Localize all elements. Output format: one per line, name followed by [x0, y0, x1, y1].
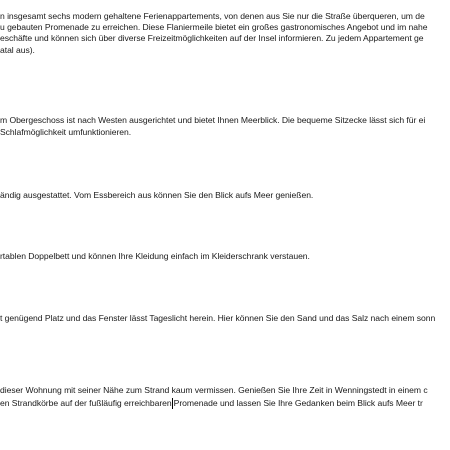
paragraph-2-line-1: m Obergeschoss ist nach Westen ausgerichtet und bietet Ihnen Meerblick. Die bequeme Sitzecke lässt sich für ei — [0, 115, 426, 125]
paragraph-1-line-2: u gebauten Promenade zu erreichen. Diese Flaniermeile bietet ein großes gastronomisches Angebot und im nahe — [0, 22, 428, 32]
paragraph-6-line-1: dieser Wohnung mit seiner Nähe zum Strand kaum vermissen. Genießen Sie Ihre Zeit in Wenningstedt in einem c — [0, 385, 428, 395]
caret-line-after: Promenade und lassen Sie Ihre Gedanken beim Blick aufs Meer tr — [173, 398, 423, 408]
paragraph-6-line-2 — [0, 398, 423, 409]
paragraph-1-line-3: eschäfte und können sich über diverse Freizeitmöglichkeiten auf der Insel informieren. Zu jedem Appartement ge — [0, 33, 424, 43]
paragraph-3-line-1: ändig ausgestattet. Vom Essbereich aus können Sie den Blick aufs Meer genießen. — [0, 190, 314, 200]
paragraph-1-line-4: atal aus). — [0, 45, 35, 55]
paragraph-4-line-1: rtablen Doppelbett und können Ihre Kleidung einfach im Kleiderschrank verstauen. — [0, 251, 310, 261]
paragraph-2-line-2: Schlafmöglichkeit umfunktionieren. — [0, 127, 132, 137]
paragraph-5-line-1: t genügend Platz und das Fenster lässt Tageslicht herein. Hier können Sie den Sand und das Salz nach einem sonn — [0, 313, 436, 323]
paragraph-1-line-1: n insgesamt sechs modern gehaltene Ferienappartements, von denen aus Sie nur die Straße überqueren, um de — [0, 11, 425, 21]
caret-line-before: en Strandkörbe auf der fußläufig erreichbaren — [0, 398, 172, 408]
